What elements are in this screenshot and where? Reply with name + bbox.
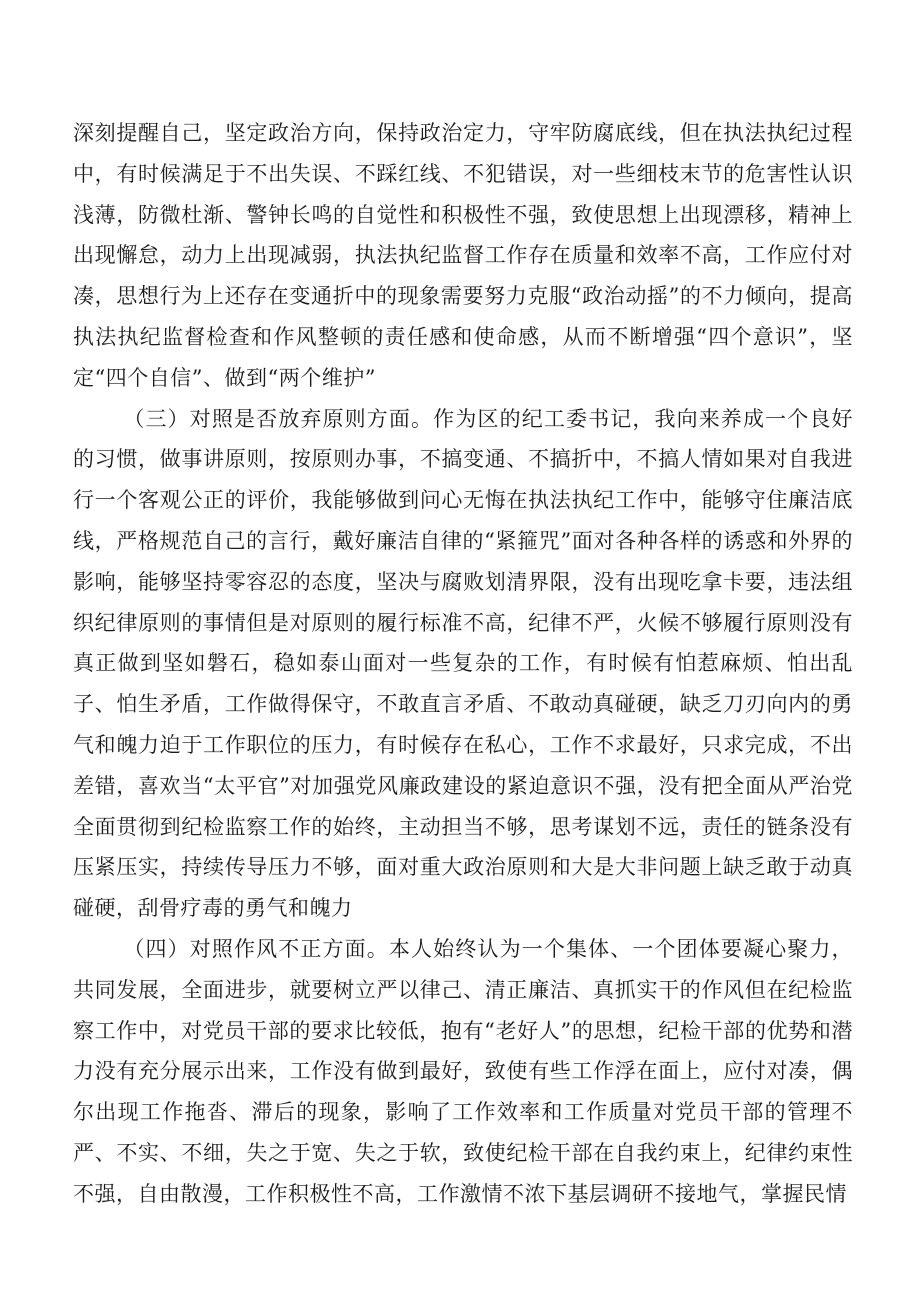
paragraph-section-four: （四）对照作风不正方面。本人始终认为一个集体、一个团体要凝心聚力，共同发展，全面进步，就要树立严以律己、清正廉洁、真抓实干的作风但在纪检监察工作中，对党员干部的要求比较低，抱有“老好人”的思想，纪检干部的优势和潜力没有充分展示出来，工作没有做到最好，致使有些工作浮在面上，应付对凑，偶尔出现工作拖沓、滞后的现象，影响了工作效率和工作质量对党员干部的管理不严、不实、不细，失之于宽、失之于软，致使纪检干部在自我约束上，纪律约束性不强，自由散漫，工作积极性不高，工作激情不浓下基层调研不接地气，掌握民情 bbox=[73, 936, 853, 1206]
paragraph-section-three: （三）对照是否放弃原则方面。作为区的纪工委书记，我向来养成一个良好的习惯，做事讲原则，按原则办事，不搞变通、不搞折中，不搞人情如果对自我进行一个客观公正的评价，我能够做到问心无悔在执法执纪工作中，能够守住廉洁底线，严格规范自己的言行，戴好廉洁自律的“紧箍咒”面对各种各样的诱惑和外界的影响，能够坚持零容忍的态度，坚决与腐败划清界限，没有出现吃拿卡要，违法组织纪律原则的事情但是对原则的履行标准不高，纪律不严，火候不够履行原则没有真正做到坚如磐石，稳如泰山面对一些复杂的工作，有时候有怕惹麻烦、怕出乱子、怕生矛盾，工作做得保守，不敢直言矛盾、不敢动真碰硬，缺乏刀刃向内的勇气和魄力迫于工作职位的压力，有时候存在私心，工作不求最好，只求完成，不出差错，喜欢当“太平官”对加强党风廉政建设的紧迫意识不强，没有把全面从严治党全面贯彻到纪检监察工作的始终，主动担当不够，思考谋划不远，责任的链条没有压紧压实，持续传导压力不够，面对重大政治原则和大是大非问题上缺乏敢于动真碰硬，刮骨疗毒的勇气和魄力 bbox=[73, 406, 853, 921]
body-text bbox=[73, 113, 853, 1215]
paragraph-continuation: 深刻提醒自己，坚定政治方向，保持政治定力，守牢防腐底线，但在执法执纪过程中，有时候满足于不出失误、不踩红线、不犯错误，对一些细枝末节的危害性认识浅薄，防微杜渐、警钟长鸣的自觉性和积极性不强，致使思想上出现漂移，精神上出现懈怠，动力上出现减弱，执法执纪监督工作存在质量和效率不高，工作应付对凑，思想行为上还存在变通折中的现象需要努力克服“政治动摇”的不力倾向，提高执法执纪监督检查和作风整顿的责任感和使命感，从而不断增强“四个意识”，坚定“四个自信”、做到“两个维护” bbox=[73, 121, 853, 390]
